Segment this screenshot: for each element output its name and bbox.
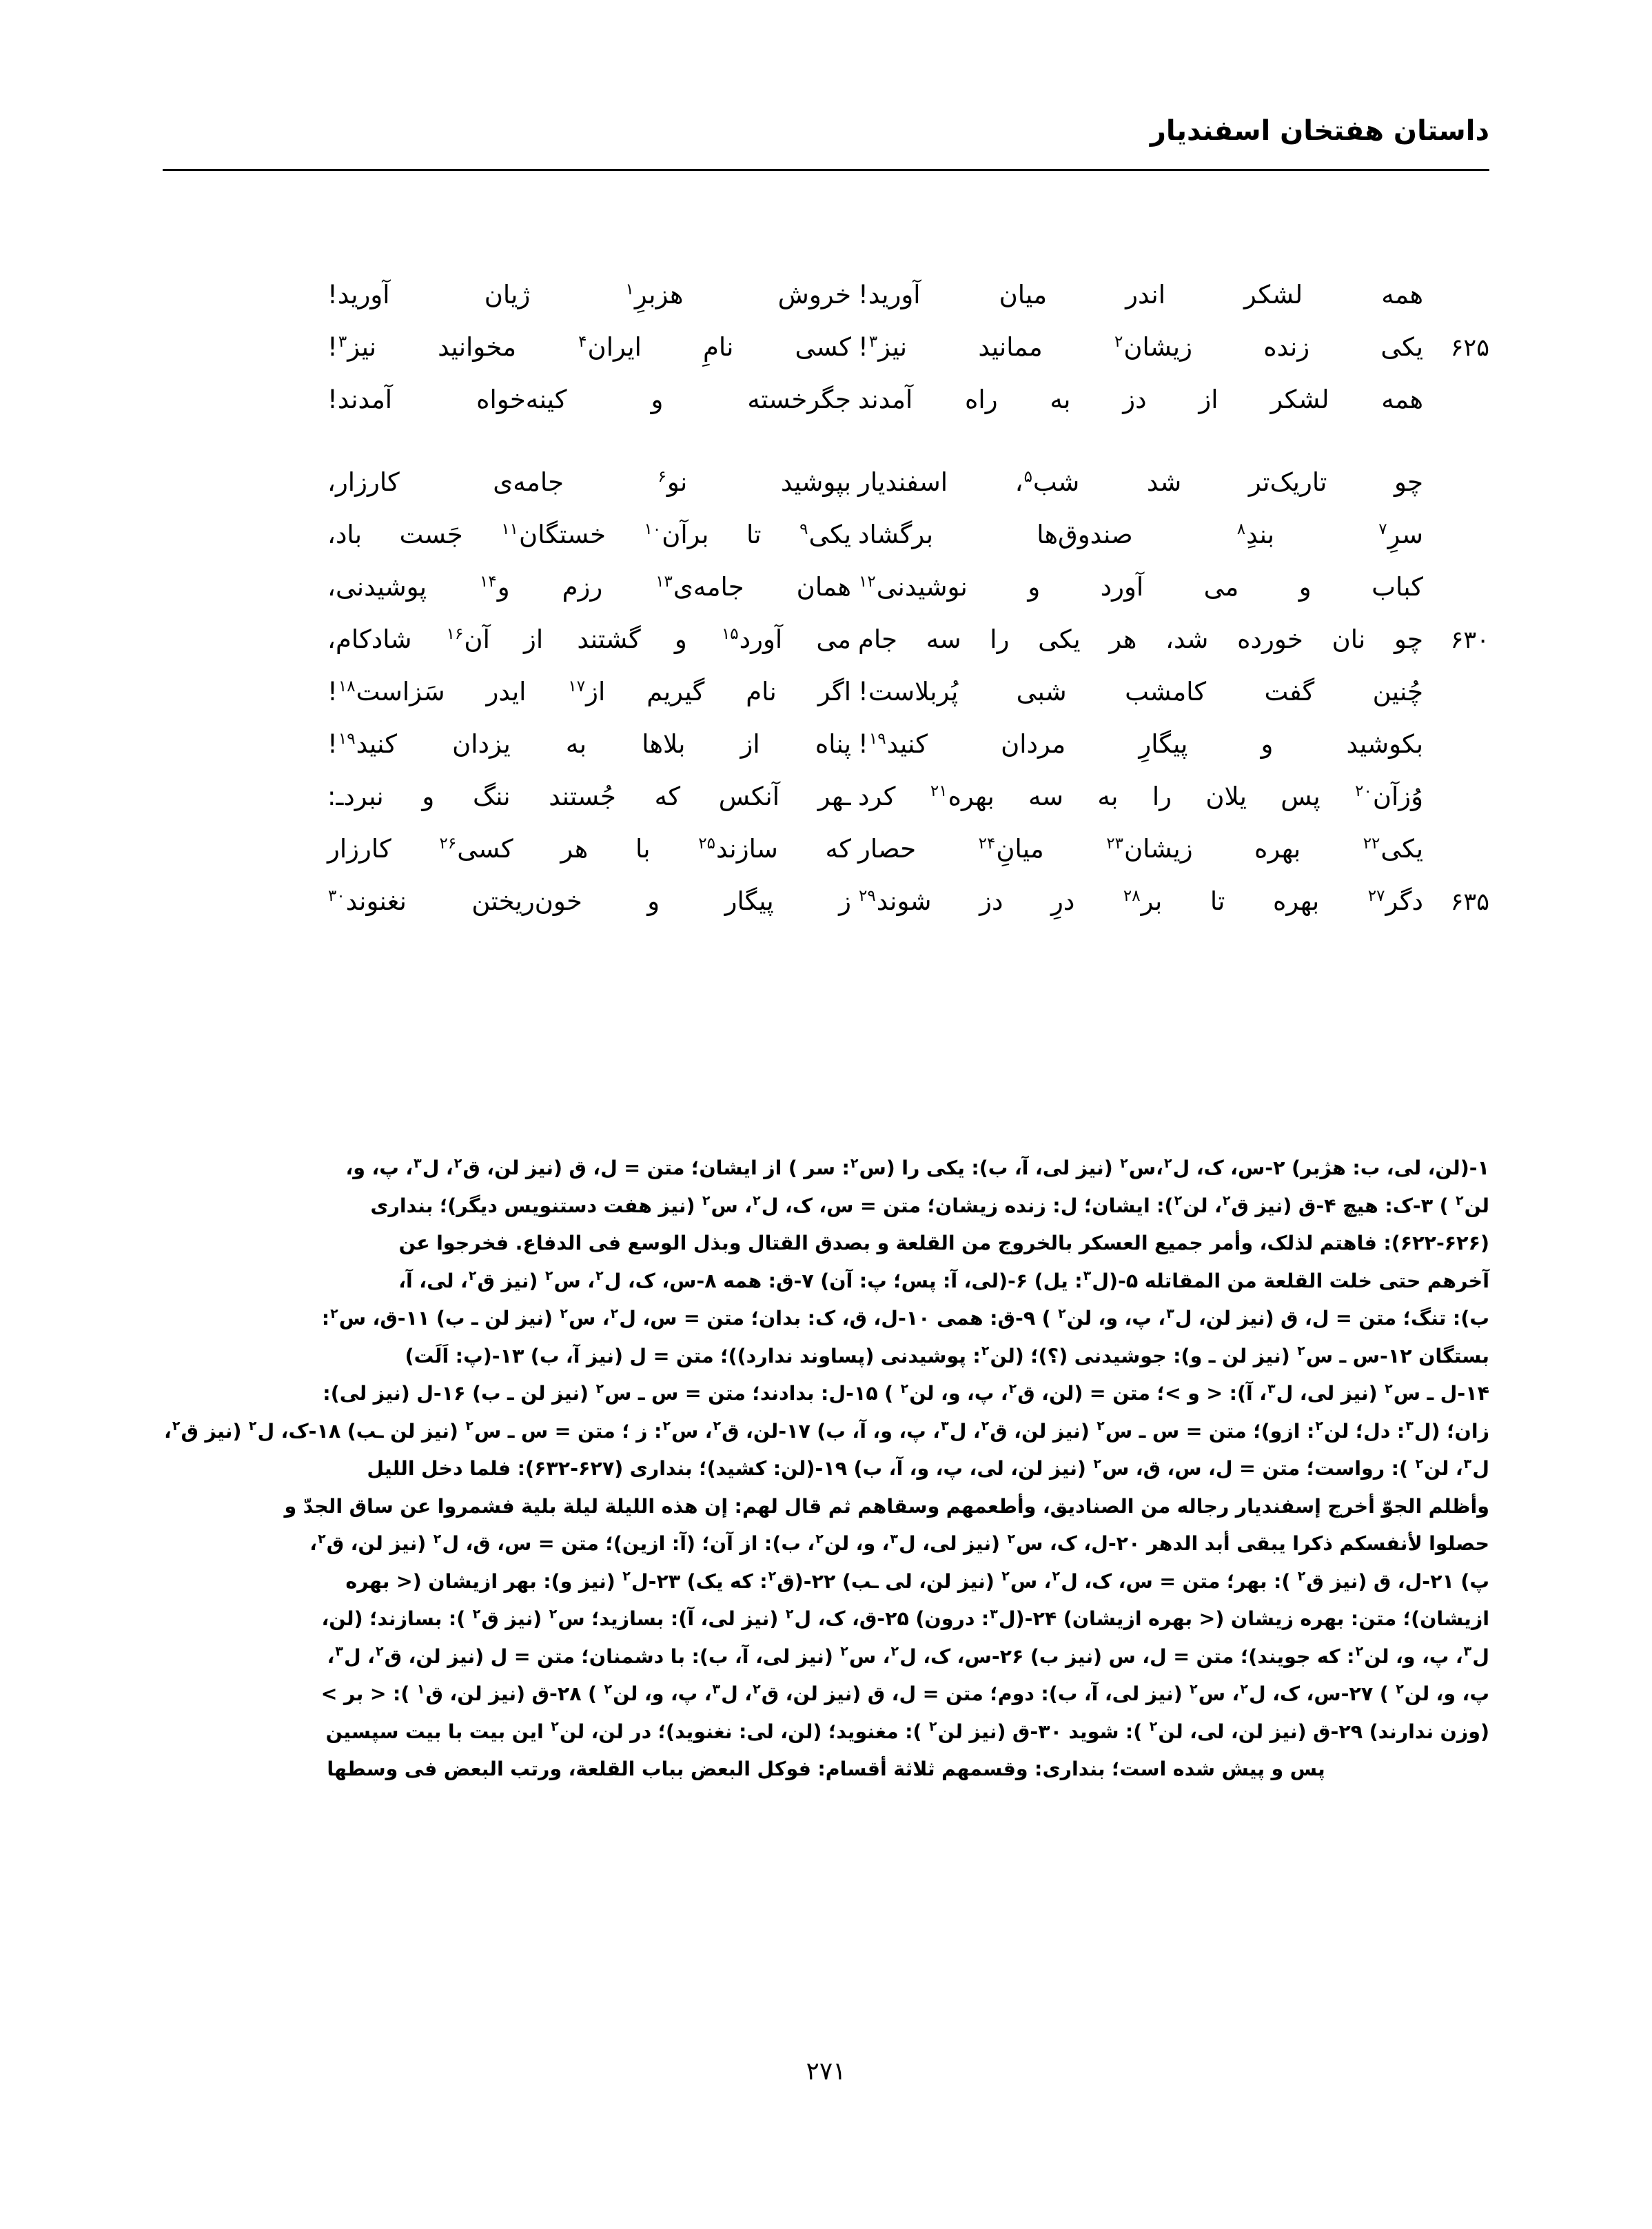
apparatus-line: ۱۴-ل ـ س$^۲$ (نیز لی، ل$^۳$، آ): < و >؛ متن = (لن، ق$^۲$، پ، و، لن$^۲$ ) ۱۵-ل: بدادند؛ متن = س ـ س$^۲$ (نیز لن ـ ب) ۱۶-ل (نیز لی): <box>323 1381 1489 1405</box>
apparatus-line: لن$^۲$ ) ۳-ک: هیچ ۴-ق (نیز ق$^۲$، لن$^۲$): ایشان؛ ل: زنده زیشان؛ متن = س، ک، ل$^۲$، س$^۲$ (نیز هفت دستنویس دیگر)؛ بنداری <box>370 1193 1489 1217</box>
verse-line <box>163 823 1489 875</box>
verse-body <box>163 269 1489 928</box>
apparatus-line: پ، و، لن$^۲$ ) ۲۷-س، ک، ل$^۲$، س$^۲$ (نیز لی، آ، ب): دوم؛ متن = ل، ق (نیز لن، ق$^۲$، ل$^۳$، پ، و، لن$^۲$ ) ۲۸-ق (نیز لن، ق$^۱$ ): < بر > <box>320 1681 1489 1705</box>
verse-line <box>163 718 1489 771</box>
verse-line-number: ۶۲۵ <box>1450 334 1489 362</box>
apparatus-line: (وزن ندارند) ۲۹-ق (نیز لن، لی، لن$^۲$ ): شوید ۳۰-ق (نیز لن$^۲$ ): مغنوید؛ (لن، لی: نغنوید)؛ در لن، لن$^۲$ این بیت با بیت سپسین <box>325 1719 1489 1743</box>
apparatus-line: حصلوا لأنفسکم ذکرا یبقی أبد الدهر ۲۰-ل، ک، س$^۲$ (نیز لی، ل$^۳$، و، لن$^۲$، ب): از آن؛ (آ: ازین)؛ متن = س، ق، ل$^۲$ (نیز لن، ق$^۲$، <box>309 1531 1489 1555</box>
verse-line <box>163 771 1489 823</box>
hemistich-first: یکی زنده زیشان$^۲$ ممانید نیز$^۳$! <box>858 332 1423 362</box>
stanza-block <box>163 456 1489 928</box>
hemistich-second: پناه از بلاها به یزدان کنید$^{۱۹}$! <box>327 729 851 759</box>
hemistich-first: همه لشکر اندر میان آورید! <box>858 280 1423 309</box>
hemistich-first: کباب و می آورد و نوشیدنی$^{۱۲}$ <box>859 572 1423 602</box>
hemistich-first: وُزآن$^{۲۰}$ پس یلان را به سه بهره$^{۲۱}$ کرد <box>858 782 1423 811</box>
verse-line <box>163 666 1489 718</box>
hemistich-first: همه لشکر از دز به راه آمدند <box>858 385 1423 414</box>
hemistich-second: ز پیگار و خون‌ریختن نغنوند$^{۳۰}$ <box>328 886 851 916</box>
hemistich-second: خروش هزبرِ$^۱$ ژیان آورید! <box>327 280 851 309</box>
apparatus-line: آخرهم حتی خلت القلعة من المقاتله ۵-(ل$^۳$: یل) ۶-(لی، آ: پس؛ پ: آن) ۷-ق: همه ۸-س، ک، ل$^۲$، س$^۲$ (نیز ق$^۲$، لی، آ، <box>398 1268 1489 1292</box>
apparatus-line: پ) ۲۱-ل، ق (نیز ق$^۲$ ): بهر؛ متن = س، ک، ل$^۲$، س$^۲$ (نیز لن، لی ـب) ۲۲-(ق$^۲$: که یک) ۲۳-ل$^۲$ (نیز و): بهر ازیشان (< بهره <box>345 1569 1489 1593</box>
apparatus-line: زان؛ (ل$^۳$: دل؛ لن$^۲$: ازو)؛ متن = س ـ س$^۲$ (نیز لن، ق$^۲$، ل$^۳$، پ، و، آ، ب) ۱۷-لن، ق$^۲$، س$^۲$: ز ؛ متن = س ـ س$^۲$ (نیز لن ـب) ۱۸-ک، ل$^۲$ (نیز ق$^۲$، <box>164 1418 1489 1443</box>
hemistich-first: سرِ$^۷$ بندِ$^۸$ صندوق‌ها برگشاد <box>858 520 1423 549</box>
hemistich-second: یکی$^۹$ تا برآن$^{۱۰}$ خستگان$^{۱۱}$ جَست باد، <box>327 520 851 549</box>
hemistich-first: چو نان خورده شد، هر یکی را سه جام <box>858 624 1423 654</box>
apparatus-line: ل$^۳$، پ، و، لن$^۲$: که جویند)؛ متن = ل، س (نیز ب) ۲۶-س، ک، ل$^۲$، س$^۲$ (نیز لی، آ، ب): با دشمنان؛ متن = ل (نیز لن، ق$^۲$، ل$^۳$، <box>327 1644 1489 1668</box>
header-divider-rule <box>163 169 1489 171</box>
verse-line-number: ۶۳۰ <box>1450 627 1489 654</box>
running-head-title: داستان هفتخان اسفندیار <box>1150 115 1489 147</box>
hemistich-second: اگر نام گیریم از$^{۱۷}$ ایدر سَزاست$^{۱۸}$! <box>327 677 851 706</box>
page-number: ۲۷۱ <box>806 2057 846 2086</box>
verse-line <box>163 374 1489 426</box>
hemistich-first: دگر$^{۲۷}$ بهره تا بر$^{۲۸}$ درِ دز شوند$^{۲۹}$ <box>859 886 1423 916</box>
critical-apparatus <box>163 1150 1489 1789</box>
hemistich-second: که سازند$^{۲۵}$ با هر کسی$^{۲۶}$ کارزار <box>327 834 851 864</box>
hemistich-first: یکی$^{۲۲}$ بهره زیشان$^{۲۳}$ میانِ$^{۲۴}$ حصار <box>858 834 1423 864</box>
running-head <box>163 116 1489 170</box>
verse-line <box>163 269 1489 321</box>
verse-line <box>163 875 1489 928</box>
hemistich-second: بپوشید نو$^۶$ جامه‌ی کارزار، <box>327 467 851 497</box>
hemistich-second: همان جامه‌ی$^{۱۳}$ رزم و$^{۱۴}$ پوشیدنی، <box>327 572 851 602</box>
verse-line <box>163 509 1489 561</box>
hemistich-second: می آورد$^{۱۵}$ و گشتند از آن$^{۱۶}$ شادکام، <box>327 624 851 654</box>
apparatus-line: ب): تنگ؛ متن = ل، ق (نیز لن، ل$^۳$، پ، و، لن$^۲$ ) ۹-ق: همی ۱۰-ل، ق، ک: بدان؛ متن = س، ل$^۲$، س$^۲$ (نیز لن ـ ب) ۱۱-ق، س$^۲$: <box>321 1305 1489 1330</box>
apparatus-line: بستگان ۱۲-س ـ س$^۲$ (نیز لن ـ و): جوشیدنی (؟)؛ (لن$^۲$: پوشیدنی (پساوند ندارد))؛ متن = ل (نیز آ، ب) ۱۳-(پ: اَلَت) <box>405 1343 1489 1367</box>
hemistich-second: جگرخسته و کینه‌خواه آمدند! <box>327 385 851 414</box>
apparatus-line: ل$^۳$، لن$^۲$ ): رواست؛ متن = ل، س، ق، س$^۲$ (نیز لن، لی، پ، و، آ، ب) ۱۹-(لن: کشید)؛ بنداری (۶۲۷-۶۳۲): فلما دخل اللیل <box>367 1456 1489 1480</box>
verse-line <box>163 456 1489 509</box>
verse-line-number: ۶۳۵ <box>1450 888 1489 916</box>
hemistich-first: بکوشید و پیگارِ مردان کنید$^{۱۹}$! <box>858 729 1423 759</box>
hemistich-second: کسی نامِ ایران$^۴$ مخوانید نیز$^۳$! <box>327 332 851 362</box>
hemistich-first: چو تاریک‌تر شد شب$^۵$، اسفندیار <box>858 467 1423 497</box>
verse-line <box>163 613 1489 666</box>
stanza-block <box>163 269 1489 426</box>
apparatus-line: ازیشان)؛ متن: بهره زیشان (< بهره ازیشان) ۲۴-(ل$^۳$: درون) ۲۵-ق، ک، ل$^۲$ (نیز لی، آ): بسازید؛ س$^۲$ (نیز ق$^۲$ ): بسازند؛ (لن، <box>321 1606 1489 1630</box>
hemistich-second: ـهر آنکس که جُستند ننگ و نبردـ: <box>327 782 851 811</box>
hemistich-first: چُنین گفت کامشب شبی پُربلاست! <box>858 677 1423 706</box>
apparatus-line: وأظلم الجوّ أخرج إسفندیار رجاله من الصنادیق، وأطعمهم وسقاهم ثم قال لهم: إن هذه اللیلة لیلة بلیة فشمروا عن ساق الجدّ و <box>284 1494 1489 1518</box>
verse-line <box>163 321 1489 374</box>
apparatus-line: پس و پیش شده است؛ بنداری: وقسمهم ثلاثة أقسام: فوکل البعض بباب القلعة، ورتب البعض فی وسطها <box>327 1758 1325 1780</box>
apparatus-line: (۶۲۲-۶۲۶): فاهتم لذلک، وأمر جمیع العسکر بالخروج من القلعة و بصدق القتال وبذل الوسع فی الدفاع. فخرجوا عن <box>398 1232 1489 1254</box>
verse-line <box>163 561 1489 613</box>
apparatus-line: ۱-(لن، لی، ب: هژبر) ۲-س، ک، ل$^۲$،س$^۲$ (نیز لی، آ، ب): یکی را (س$^۲$: سر ) از ایشان؛ متن = ل، ق (نیز لن، ق$^۲$، ل$^۳$، پ، و، <box>345 1155 1489 1179</box>
